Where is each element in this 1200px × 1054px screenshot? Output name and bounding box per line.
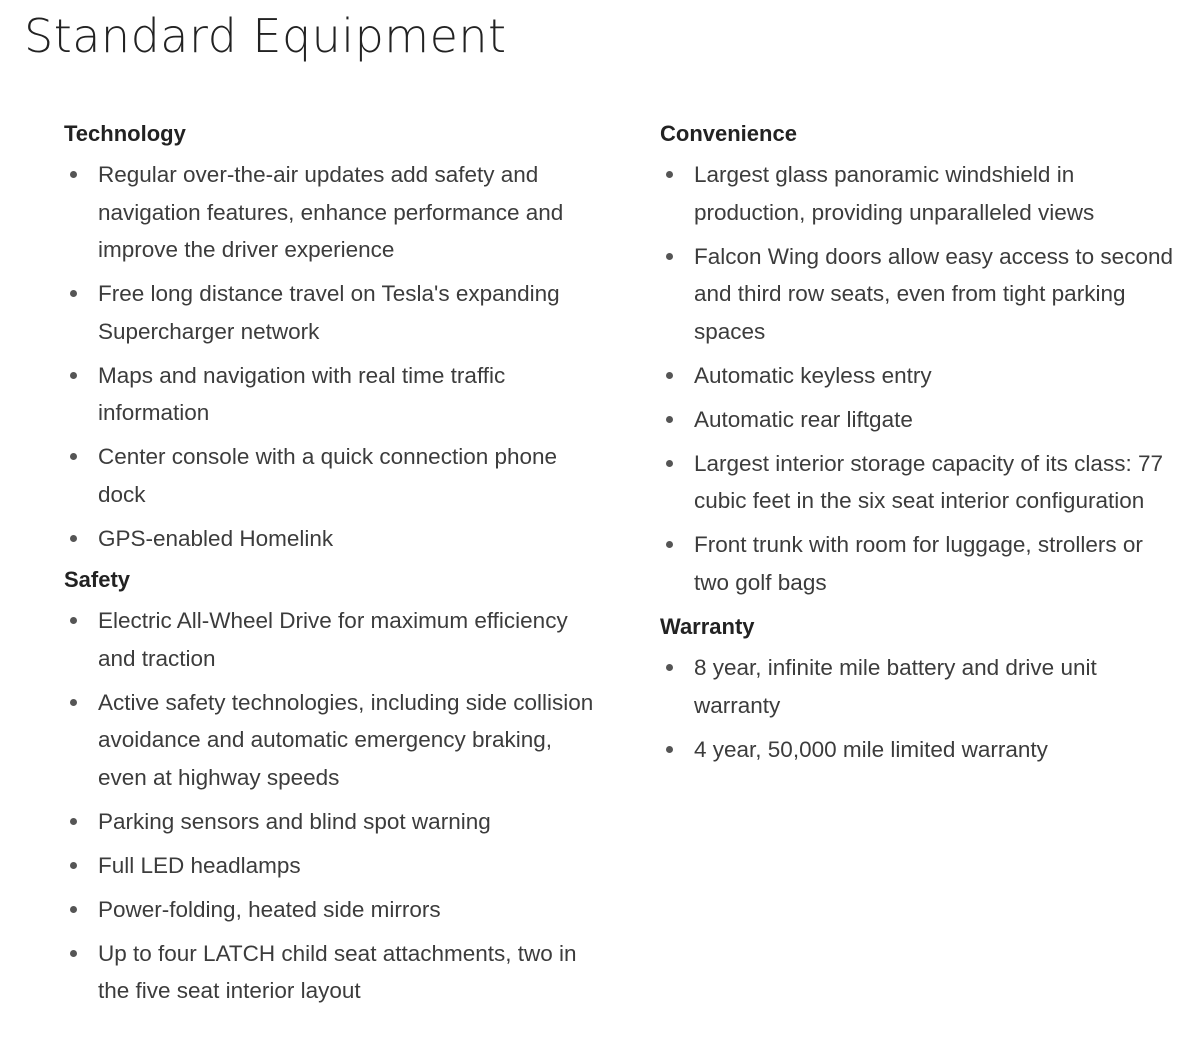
list-item [660, 238, 1180, 351]
technology-list [64, 156, 594, 557]
list-item-text: Regular over-the-air updates add safety and navigation features, enhance performance and improve the driver experience [98, 162, 564, 262]
list-item [64, 602, 594, 677]
list-item [64, 520, 594, 558]
list-item-text: Falcon Wing doors allow easy access to second and third row seats, even from tight parking spaces [694, 243, 1173, 344]
list-item [660, 526, 1180, 601]
list-item [64, 684, 594, 797]
bullet-icon [666, 372, 673, 379]
bullet-icon [70, 453, 77, 460]
list-item-text: Parking sensors and blind spot warning [98, 808, 491, 834]
list-item [64, 275, 594, 350]
bullet-icon [70, 950, 77, 957]
list-item-text: Free long distance travel on Tesla's expanding Supercharger network [98, 281, 560, 344]
bullet-icon [70, 818, 77, 825]
list-item-text: Largest interior storage capacity of its class: 77 cubic feet in the six seat interior configuration [694, 450, 1163, 513]
bullet-icon [666, 664, 673, 671]
list-item [64, 803, 594, 841]
convenience-list [660, 156, 1180, 601]
list-item-text: Maps and navigation with real time traffic information [98, 362, 506, 425]
list-item-text: GPS-enabled Homelink [98, 525, 334, 551]
list-item [64, 935, 594, 1010]
bullet-icon [70, 699, 77, 706]
list-item [64, 891, 594, 929]
section-safety [64, 564, 594, 1010]
section-technology [64, 118, 594, 557]
bullet-icon [70, 535, 77, 542]
list-item [64, 438, 594, 513]
section-heading-warranty: Warranty [660, 614, 755, 639]
list-item [660, 731, 1180, 769]
list-item [660, 357, 1180, 395]
list-item-text: Electric All-Wheel Drive for maximum efficiency and traction [98, 608, 568, 671]
list-item-text: Center console with a quick connection phone dock [98, 444, 558, 507]
list-item-text: Active safety technologies, including side collision avoidance and automatic emergency braking, even at highway speeds [98, 689, 594, 790]
warranty-list [660, 649, 1180, 768]
bullet-icon [666, 460, 673, 467]
list-item-text: 8 year, infinite mile battery and drive unit warranty [694, 655, 1097, 718]
bullet-icon [666, 253, 673, 260]
list-item [660, 649, 1180, 724]
section-heading-safety: Safety [64, 567, 131, 592]
bullet-icon [70, 906, 77, 913]
bullet-icon [666, 416, 673, 423]
bullet-icon [70, 171, 77, 178]
bullet-icon [666, 541, 673, 548]
list-item-text: Automatic rear liftgate [694, 406, 913, 432]
list-item-text: Automatic keyless entry [694, 362, 932, 388]
list-item [660, 156, 1180, 231]
list-item [64, 847, 594, 885]
bullet-icon [666, 746, 673, 753]
bullet-icon [666, 171, 673, 178]
list-item [660, 401, 1180, 439]
list-item-text: Power-folding, heated side mirrors [98, 896, 441, 922]
safety-list [64, 602, 594, 1010]
right-column [660, 118, 1180, 775]
list-item [64, 156, 594, 269]
section-convenience [660, 118, 1180, 601]
bullet-icon [70, 372, 77, 379]
list-item-text: Front trunk with room for luggage, strollers or two golf bags [694, 532, 1143, 595]
section-heading-convenience: Convenience [660, 121, 797, 146]
list-item [660, 445, 1180, 520]
list-item-text: 4 year, 50,000 mile limited warranty [694, 736, 1048, 762]
bullet-icon [70, 290, 77, 297]
page-title: Standard Equipment [24, 9, 507, 63]
list-item-text: Full LED headlamps [98, 852, 301, 878]
list-item-text: Up to four LATCH child seat attachments, two in the five seat interior layout [98, 940, 577, 1003]
bullet-icon [70, 862, 77, 869]
section-warranty [660, 611, 1180, 768]
section-heading-technology: Technology [64, 121, 186, 146]
bullet-icon [70, 617, 77, 624]
list-item-text: Largest glass panoramic windshield in production, providing unparalleled views [694, 162, 1095, 225]
list-item [64, 357, 594, 432]
left-column [64, 118, 594, 1016]
